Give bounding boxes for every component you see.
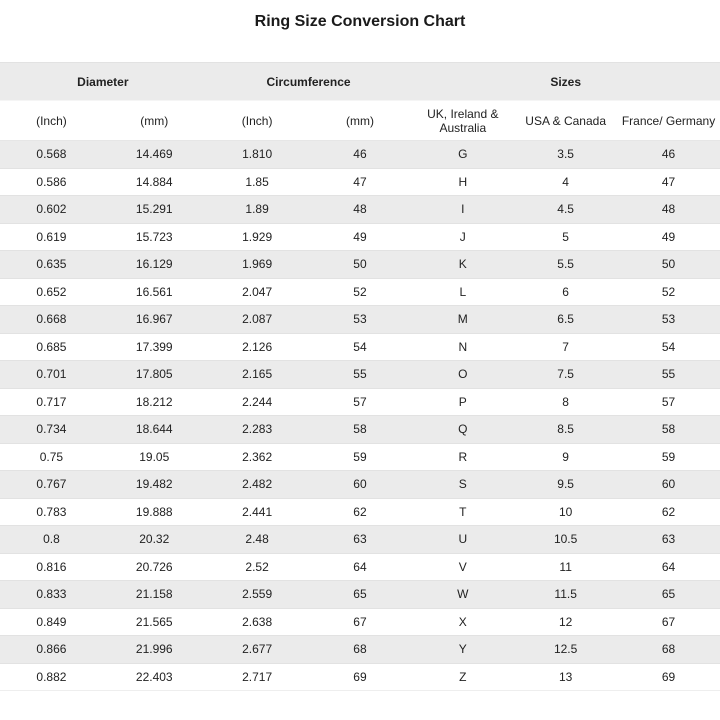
table-cell: 58 — [309, 416, 412, 444]
table-cell: 15.723 — [103, 223, 206, 251]
table-row — [0, 278, 720, 306]
table-cell: 2.441 — [206, 498, 309, 526]
table-cell: 9 — [514, 443, 617, 471]
table-cell: 67 — [617, 608, 720, 636]
table-cell: 5 — [514, 223, 617, 251]
column-header-diameter-mm: (mm) — [103, 101, 206, 141]
table-cell: 49 — [309, 223, 412, 251]
table-cell: U — [411, 526, 514, 554]
table-row — [0, 526, 720, 554]
table-cell: 1.89 — [206, 196, 309, 224]
table-cell: 0.701 — [0, 361, 103, 389]
table-cell: 0.717 — [0, 388, 103, 416]
table-cell: 0.882 — [0, 663, 103, 691]
table-cell: 13 — [514, 663, 617, 691]
table-cell: 63 — [309, 526, 412, 554]
table-cell: 0.75 — [0, 443, 103, 471]
table-cell: 0.652 — [0, 278, 103, 306]
table-cell: 2.283 — [206, 416, 309, 444]
table-cell: O — [411, 361, 514, 389]
table-cell: 50 — [617, 251, 720, 279]
table-cell: 5.5 — [514, 251, 617, 279]
table-row — [0, 553, 720, 581]
table-cell: 59 — [617, 443, 720, 471]
table-cell: 20.726 — [103, 553, 206, 581]
table-cell: L — [411, 278, 514, 306]
table-cell: 16.967 — [103, 306, 206, 334]
table-cell: 21.565 — [103, 608, 206, 636]
column-header-circumference-inch: (Inch) — [206, 101, 309, 141]
table-cell: 53 — [309, 306, 412, 334]
table-cell: 8.5 — [514, 416, 617, 444]
table-row — [0, 251, 720, 279]
table-cell: I — [411, 196, 514, 224]
table-cell: J — [411, 223, 514, 251]
table-cell: 65 — [617, 581, 720, 609]
table-row — [0, 223, 720, 251]
table-row — [0, 608, 720, 636]
table-cell: 57 — [309, 388, 412, 416]
table-row — [0, 498, 720, 526]
table-row — [0, 168, 720, 196]
column-header-uk-ireland-australia: UK, Ireland & Australia — [411, 101, 514, 141]
table-cell: 0.783 — [0, 498, 103, 526]
table-cell: W — [411, 581, 514, 609]
table-row — [0, 196, 720, 224]
table-cell: 0.849 — [0, 608, 103, 636]
column-header-row — [0, 101, 720, 141]
column-header-circumference-mm: (mm) — [309, 101, 412, 141]
table-cell: 2.638 — [206, 608, 309, 636]
table-cell: 2.087 — [206, 306, 309, 334]
table-cell: 64 — [309, 553, 412, 581]
table-cell: 57 — [617, 388, 720, 416]
table-cell: 10 — [514, 498, 617, 526]
table-cell: 8 — [514, 388, 617, 416]
table-cell: 0.668 — [0, 306, 103, 334]
table-cell: 60 — [309, 471, 412, 499]
table-cell: 69 — [309, 663, 412, 691]
table-cell: 11 — [514, 553, 617, 581]
table-row — [0, 141, 720, 169]
table-cell: 65 — [309, 581, 412, 609]
table-row — [0, 388, 720, 416]
table-cell: 48 — [617, 196, 720, 224]
table-cell: 12.5 — [514, 636, 617, 664]
table-cell: 0.635 — [0, 251, 103, 279]
table-row — [0, 361, 720, 389]
table-cell: 0.833 — [0, 581, 103, 609]
table-cell: 52 — [309, 278, 412, 306]
table-cell: 12 — [514, 608, 617, 636]
table-cell: 11.5 — [514, 581, 617, 609]
table-cell: 64 — [617, 553, 720, 581]
table-cell: 59 — [309, 443, 412, 471]
table-cell: 2.677 — [206, 636, 309, 664]
table-cell: 1.85 — [206, 168, 309, 196]
table-cell: 17.805 — [103, 361, 206, 389]
table-cell: 68 — [617, 636, 720, 664]
column-group-row — [0, 63, 720, 101]
table-cell: 2.52 — [206, 553, 309, 581]
table-cell: 9.5 — [514, 471, 617, 499]
table-cell: 60 — [617, 471, 720, 499]
table-cell: 58 — [617, 416, 720, 444]
table-cell: 16.561 — [103, 278, 206, 306]
table-cell: 0.8 — [0, 526, 103, 554]
table-cell: 2.559 — [206, 581, 309, 609]
table-cell: 14.469 — [103, 141, 206, 169]
table-cell: 4 — [514, 168, 617, 196]
table-row — [0, 416, 720, 444]
group-header-sizes: Sizes — [411, 63, 720, 101]
table-cell: V — [411, 553, 514, 581]
table-cell: 18.212 — [103, 388, 206, 416]
table-cell: 0.619 — [0, 223, 103, 251]
table-cell: 16.129 — [103, 251, 206, 279]
table-cell: 0.602 — [0, 196, 103, 224]
table-cell: 0.866 — [0, 636, 103, 664]
table-cell: 50 — [309, 251, 412, 279]
table-cell: 0.767 — [0, 471, 103, 499]
table-cell: 10.5 — [514, 526, 617, 554]
table-cell: 2.717 — [206, 663, 309, 691]
table-cell: 62 — [309, 498, 412, 526]
table-cell: 0.816 — [0, 553, 103, 581]
column-header-diameter-inch: (Inch) — [0, 101, 103, 141]
table-row — [0, 333, 720, 361]
table-cell: 55 — [617, 361, 720, 389]
table-cell: 21.158 — [103, 581, 206, 609]
table-cell: 0.734 — [0, 416, 103, 444]
table-cell: 7 — [514, 333, 617, 361]
table-cell: 19.482 — [103, 471, 206, 499]
table-cell: Z — [411, 663, 514, 691]
table-cell: 17.399 — [103, 333, 206, 361]
table-cell: 2.48 — [206, 526, 309, 554]
page-title: Ring Size Conversion Chart — [254, 13, 466, 30]
table-row — [0, 443, 720, 471]
table-cell: 67 — [309, 608, 412, 636]
table-cell: 63 — [617, 526, 720, 554]
table-cell: Q — [411, 416, 514, 444]
table-cell: 4.5 — [514, 196, 617, 224]
table-cell: 54 — [309, 333, 412, 361]
table-cell: 3.5 — [514, 141, 617, 169]
table-cell: 68 — [309, 636, 412, 664]
table-row — [0, 581, 720, 609]
table-cell: 0.586 — [0, 168, 103, 196]
table-cell: 0.568 — [0, 141, 103, 169]
table-cell: 52 — [617, 278, 720, 306]
table-cell: 1.969 — [206, 251, 309, 279]
group-header-circumference: Circumference — [206, 63, 412, 101]
table-row — [0, 636, 720, 664]
table-cell: 1.810 — [206, 141, 309, 169]
table-cell: 0.685 — [0, 333, 103, 361]
table-cell: 49 — [617, 223, 720, 251]
table-cell: 19.888 — [103, 498, 206, 526]
table-cell: 55 — [309, 361, 412, 389]
table-cell: 14.884 — [103, 168, 206, 196]
table-cell: Y — [411, 636, 514, 664]
table-cell: 6.5 — [514, 306, 617, 334]
table-cell: 2.244 — [206, 388, 309, 416]
table-cell: N — [411, 333, 514, 361]
table-cell: 2.362 — [206, 443, 309, 471]
column-header-france-germany: France/ Germany — [617, 101, 720, 141]
table-cell: 18.644 — [103, 416, 206, 444]
table-cell: 2.482 — [206, 471, 309, 499]
table-cell: 46 — [617, 141, 720, 169]
table-header — [0, 63, 720, 141]
table-cell: R — [411, 443, 514, 471]
table-cell: 53 — [617, 306, 720, 334]
table-cell: P — [411, 388, 514, 416]
table-cell: 21.996 — [103, 636, 206, 664]
table-cell: 62 — [617, 498, 720, 526]
table-cell: 47 — [309, 168, 412, 196]
table-cell: G — [411, 141, 514, 169]
table-cell: 20.32 — [103, 526, 206, 554]
table-cell: 48 — [309, 196, 412, 224]
table-cell: 2.165 — [206, 361, 309, 389]
table-cell: 69 — [617, 663, 720, 691]
table-cell: S — [411, 471, 514, 499]
ring-size-table — [0, 62, 720, 691]
table-cell: 15.291 — [103, 196, 206, 224]
table-cell: X — [411, 608, 514, 636]
table-cell: 54 — [617, 333, 720, 361]
table-cell: 6 — [514, 278, 617, 306]
table-body — [0, 141, 720, 691]
table-cell: K — [411, 251, 514, 279]
table-cell: 19.05 — [103, 443, 206, 471]
table-cell: 7.5 — [514, 361, 617, 389]
table-cell: M — [411, 306, 514, 334]
table-cell: 2.047 — [206, 278, 309, 306]
table-row — [0, 471, 720, 499]
table-cell: 22.403 — [103, 663, 206, 691]
table-cell: 46 — [309, 141, 412, 169]
column-header-usa-canada: USA & Canada — [514, 101, 617, 141]
group-header-diameter: Diameter — [0, 63, 206, 101]
table-cell: H — [411, 168, 514, 196]
table-cell: 2.126 — [206, 333, 309, 361]
table-cell: 1.929 — [206, 223, 309, 251]
table-row — [0, 306, 720, 334]
table-cell: T — [411, 498, 514, 526]
table-cell: 47 — [617, 168, 720, 196]
table-row — [0, 663, 720, 691]
